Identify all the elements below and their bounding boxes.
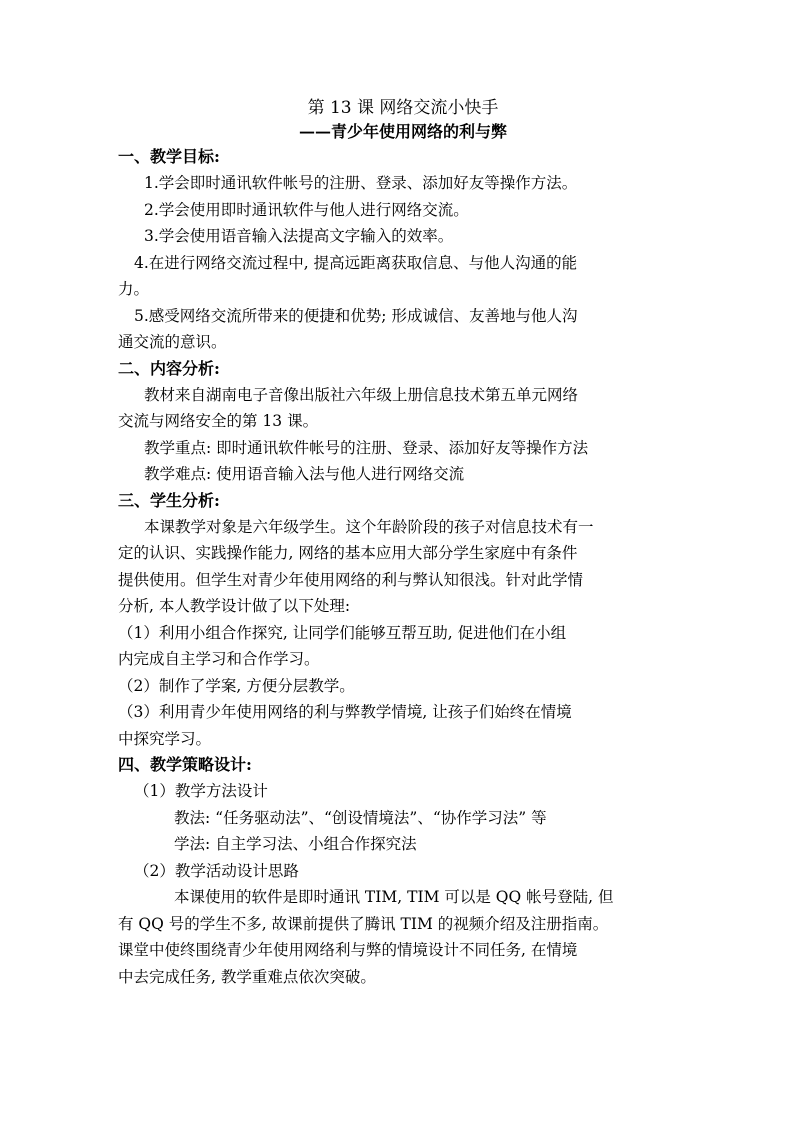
objective-line: 1.学会即时通讯软件帐号的注册、登录、添加好友等操作方法。 <box>144 174 578 192</box>
document-page <box>118 96 688 990</box>
strategy-line: 课堂中使终围绕青少年使用网络利与弊的情境设计不同任务, 在情境 <box>118 941 578 959</box>
strategy-line: 本课使用的软件是即时通讯 TIM, TIM 可以是 QQ 帐号登陆, 但 <box>174 888 614 906</box>
strategy-line: （1）教学方法设计 <box>134 782 268 800</box>
strategy-line: 学法: 自主学习法、小组合作探究法 <box>174 835 417 853</box>
strategy-line: 中去完成任务, 教学重难点依次突破。 <box>118 967 376 986</box>
content-line: 教学难点: 使用语音输入法与他人进行网络交流 <box>144 465 465 483</box>
student-line: 中探究学习。 <box>118 729 212 748</box>
objective-line: 通交流的意识。 <box>118 333 227 351</box>
section-heading-content: 二、内容分析: <box>118 358 220 378</box>
content-line: 教学重点: 即时通讯软件帐号的注册、登录、添加好友等操作方法 <box>144 438 589 457</box>
strategy-line: （2）教学活动设计思路 <box>134 861 299 880</box>
objective-line: 4.在进行网络交流过程中, 提高远距离获取信息、与他人沟通的能 <box>134 253 578 272</box>
content-line: 教材来自湖南电子音像出版社六年级上册信息技术第五单元网络 <box>144 385 579 404</box>
section-heading-objectives: 一、教学目标: <box>118 147 220 166</box>
student-line: 本课教学对象是六年级学生。这个年龄阶段的孩子对信息技术有一 <box>144 517 594 536</box>
document-title: 第 13 课 网络交流小快手 <box>307 98 499 118</box>
student-line: （1）利用小组合作探究, 让同学们能够互帮互助, 促进他们在小组 <box>118 623 567 642</box>
student-line: 定的认识、实践操作能力, 网络的基本应用大部分学生家庭中有条件 <box>118 544 578 562</box>
objective-line: 3.学会使用语音输入法提高文字输入的效率。 <box>144 227 454 245</box>
strategy-line: 教法: “任务驱动法”、“创设情境法”、“协作学习法” 等 <box>174 808 547 827</box>
objective-line: 2.学会使用即时通讯软件与他人进行网络交流。 <box>144 200 469 219</box>
objective-line: 5.感受网络交流所带来的便捷和优势; 形成诚信、友善地与他人沟 <box>134 306 578 325</box>
student-line: 提供使用。但学生对青少年使用网络的利与弊认知很浅。针对此学情 <box>118 570 584 589</box>
student-line: 分析, 本人教学设计做了以下处理: <box>118 597 351 615</box>
student-line: （2）制作了学案, 方便分层教学。 <box>118 676 355 695</box>
objective-line: 力。 <box>118 280 150 298</box>
document-subtitle: ——青少年使用网络的利与弊 <box>298 122 507 141</box>
student-line: 内完成自主学习和合作学习。 <box>118 650 320 668</box>
content-line: 交流与网络安全的第 13 课。 <box>118 412 319 430</box>
student-line: （3）利用青少年使用网络的利与弊教学情境, 让孩子们始终在情境 <box>118 703 572 721</box>
section-heading-students: 三、学生分析: <box>118 490 220 510</box>
strategy-line: 有 QQ 号的学生不多, 故课前提供了腾讯 TIM 的视频介绍及注册指南。 <box>118 914 609 933</box>
section-heading-strategy: 四、教学策略设计: <box>118 755 252 774</box>
